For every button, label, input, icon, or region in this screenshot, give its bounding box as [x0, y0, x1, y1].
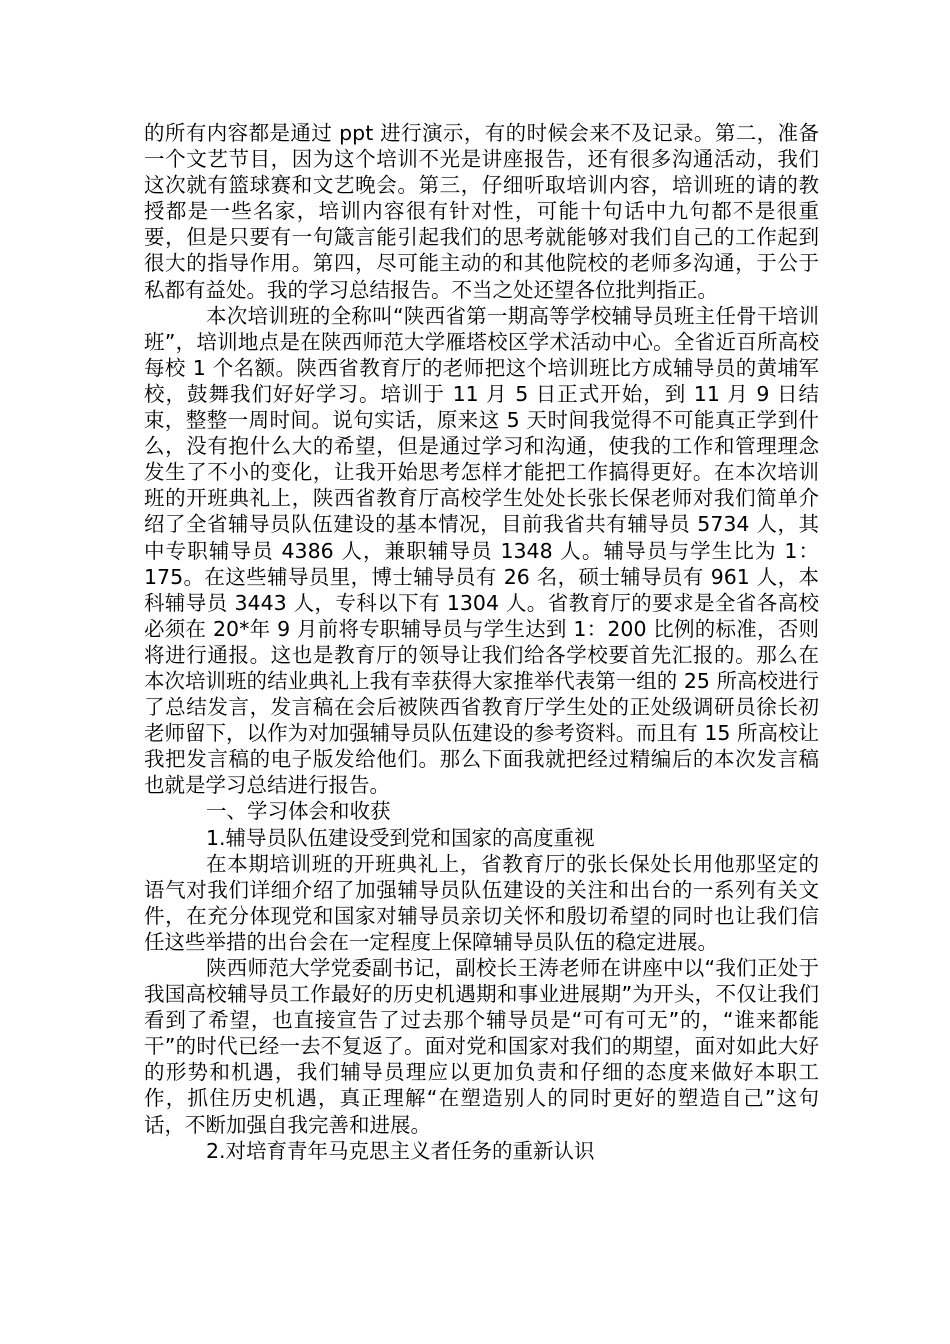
subsection-heading: 2.对培育青年马克思主义者任务的重新认识: [206, 1138, 595, 1163]
body-paragraph: 在本期培训班的开班典礼上，省教育厅的张长保处长用他那坚定的语气对我们详细介绍了加强辅导员队伍建设的关注和出台的一系列有关文件，在充分体现党和国家对辅导员亲切关怀和殷切希望的同时也让我们信任这些举措的出台会在一定程度上保障辅导员队伍的稳定进展。: [144, 851, 819, 954]
subsection-heading: 1.辅导员队伍建设受到党和国家的高度重视: [206, 825, 595, 850]
document-body: [144, 120, 819, 1164]
body-paragraph: 本次培训班的全称叫“陕西省第一期高等学校辅导员班主任骨干培训班”，培训地点是在陕西师范大学雁塔校区学术活动中心。全省近百所高校每校 1 个名额。陕西省教育厅的老师把这个培训班比方成辅导员的黄埔军校，鼓舞我们好好学习。培训于 11 月 5 日正式开始，到 11 月 9 日结束，整整一周时间。说句实话，原来这 5 天时间我觉得不可能真正学到什么，没有抱什么大的希望，但是通过学习和沟通，使我的工作和管理理念发生了不小的变化，让我开始思考怎样才能把工作搞得更好。在本次培训班的开班典礼上，陕西省教育厅高校学生处处长张长保老师对我们简单介绍了全省辅导员队伍建设的基本情况，目前我省共有辅导员 5734 人，其中专职辅导员 4386 人，兼职辅导员 1348 人。辅导员与学生比为 1：175。在这些辅导员里，博士辅导员有 26 名，硕士辅导员有 961 人，本科辅导员 3443 人，专科以下有 1304 人。省教育厅的要求是全省各高校必须在 20*年 9 月前将专职辅导员与学生达到 1：200 比例的标准，否则将进行通报。这也是教育厅的领导让我们给各学校要首先汇报的。那么在本次培训班的结业典礼上我有幸获得大家推举代表第一组的 25 所高校进行了总结发言，发言稿在会后被陕西省教育厅学生处的正处级调研员徐长初老师留下，以作为对加强辅导员队伍建设的参考资料。而且有 15 所高校让我把发言稿的电子版发给他们。那么下面我就把经过精编后的本次发言稿也就是学习总结进行报告。: [144, 303, 819, 798]
body-paragraph: 陕西师范大学党委副书记，副校长王涛老师在讲座中以“我们正处于我国高校辅导员工作最好的历史机遇期和事业进展期”为开头，不仅让我们看到了希望，也直接宣告了过去那个辅导员是“可有可无”的，“谁来都能干”的时代已经一去不复返了。面对党和国家对我们的期望，面对如此大好的形势和机遇，我们辅导员理应以更加负责和仔细的态度来做好本职工作，抓住历史机遇，真正理解“在塑造别人的同时更好的塑造自己”这句话，不断加强自我完善和进展。: [144, 956, 819, 1137]
body-paragraph: 的所有内容都是通过 ppt 进行演示，有的时候会来不及记录。第二，准备一个文艺节目，因为这个培训不光是讲座报告，还有很多沟通活动，我们这次就有篮球赛和文艺晚会。第三，仔细听取培训内容，培训班的请的教授都是一些名家，培训内容很有针对性，可能十句话中九句都不是很重要，但是只要有一句箴言能引起我们的思考就能够对我们自己的工作起到很大的指导作用。第四，尽可能主动的和其他院校的老师多沟通，于公于私都有益处。我的学习总结报告。不当之处还望各位批判指正。: [144, 121, 819, 302]
section-heading: 一、学习体会和收获: [206, 799, 391, 824]
